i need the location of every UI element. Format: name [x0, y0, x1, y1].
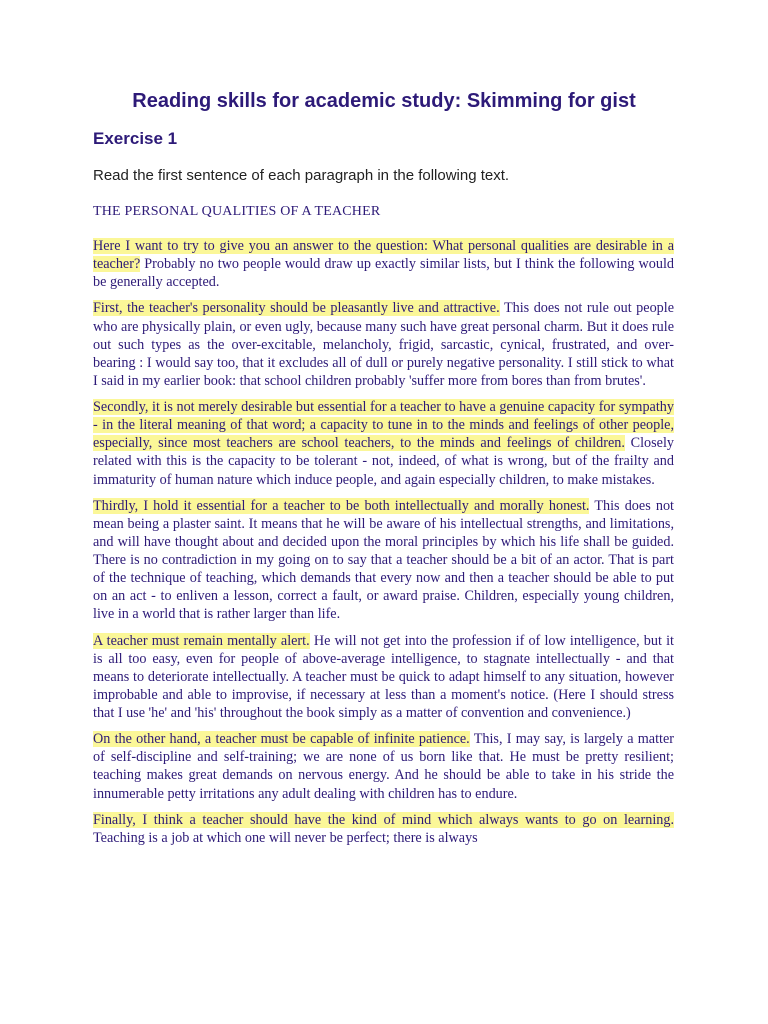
- paragraph: [93, 632, 674, 722]
- paragraph-rest: He will not get into the profession if of low intelligence, but it is all too easy, even for people of above-average intelligence, to stagnate intellectually - and that means to deteriorate intellectually. A teacher must be quick to adapt himself to any situation, however improbable and able to improvise, if necessary at less than a moment's notice. (Here I should stress that I use 'he' and 'his' throughout the book simply as a matter of convention and convenience.): [93, 632, 674, 721]
- paragraph-rest: This does not rule out people who are physically plain, or even ugly, because many such have great personal charm. But it does rule out such types as the over-excitable, melancholy, frigid, sarcastic, cynical, frustrated, and over-bearing : I would say too, that it excludes all of dull or purely negative personality. I still stick to what I said in my earlier book: that school children probably 'suffer more from bores than from brutes'.: [93, 300, 674, 389]
- reading-text: [93, 237, 674, 855]
- paragraph: [93, 299, 674, 389]
- highlighted-first-sentence: Finally, I think a teacher should have the kind of mind which always wants to go on learning.: [93, 811, 674, 828]
- page-title: Reading skills for academic study: Skimming for gist: [132, 90, 636, 112]
- instruction-text: Read the first sentence of each paragraph in the following text.: [93, 167, 510, 184]
- highlighted-first-sentence: A teacher must remain mentally alert.: [93, 632, 310, 649]
- paragraph-rest: Probably no two people would draw up exactly similar lists, but I think the following would be generally accepted.: [93, 256, 674, 291]
- highlighted-first-sentence: Thirdly, I hold it essential for a teacher to be both intellectually and morally honest.: [93, 497, 590, 514]
- highlighted-first-sentence: Here I want to try to give you an answer to the question: What personal qualities are desirable in a teacher?: [93, 238, 674, 273]
- highlighted-first-sentence: Secondly, it is not merely desirable but essential for a teacher to have a genuine capacity for sympathy - in the literal meaning of that word; a capacity to tune in to the minds and feelings of other people, especially, since most teachers are school teachers, to the minds and feelings of children.: [93, 399, 674, 452]
- paragraph-rest: This does not mean being a plaster saint. It means that he will be aware of his intellectual strengths, and limitations, and will have thought about and decided upon the moral principles by which his life shall be guided. There is no contradiction in my going on to say that a teacher should be a bit of an actor. That is part of the technique of teaching, which demands that every now and then a teacher should be able to put on an act - to enliven a lesson, correct a fault, or award praise. Children, especially young children, live in a world that is rather larger than life.: [93, 497, 674, 623]
- paragraph-rest: This, I may say, is largely a matter of self-discipline and self-training; we are none of us born like that. He must be pretty resilient; teaching makes great demands on nervous energy. And he should be able to take in his stride the innumerable petty irritations any adult dealing with children has to endure.: [93, 731, 674, 802]
- paragraph: [93, 398, 674, 488]
- paragraph-rest: Closely related with this is the capacity to be tolerant - not, indeed, of what is wrong, but of the frailty and immaturity of human nature which induce people, and again especially children, to make mistakes.: [93, 435, 675, 488]
- paragraph-rest: Teaching is a job at which one will never be perfect; there is always: [93, 829, 478, 846]
- paragraph: [93, 237, 674, 291]
- paragraph: [93, 497, 674, 624]
- highlighted-first-sentence: First, the teacher's personality should be pleasantly live and attractive.: [93, 300, 500, 317]
- text-subheading: THE PERSONAL QUALITIES OF A TEACHER: [93, 204, 381, 219]
- paragraph: [93, 811, 674, 847]
- exercise-heading: Exercise 1: [93, 129, 178, 148]
- paragraph: [93, 730, 674, 802]
- highlighted-first-sentence: On the other hand, a teacher must be capable of infinite patience.: [93, 731, 470, 748]
